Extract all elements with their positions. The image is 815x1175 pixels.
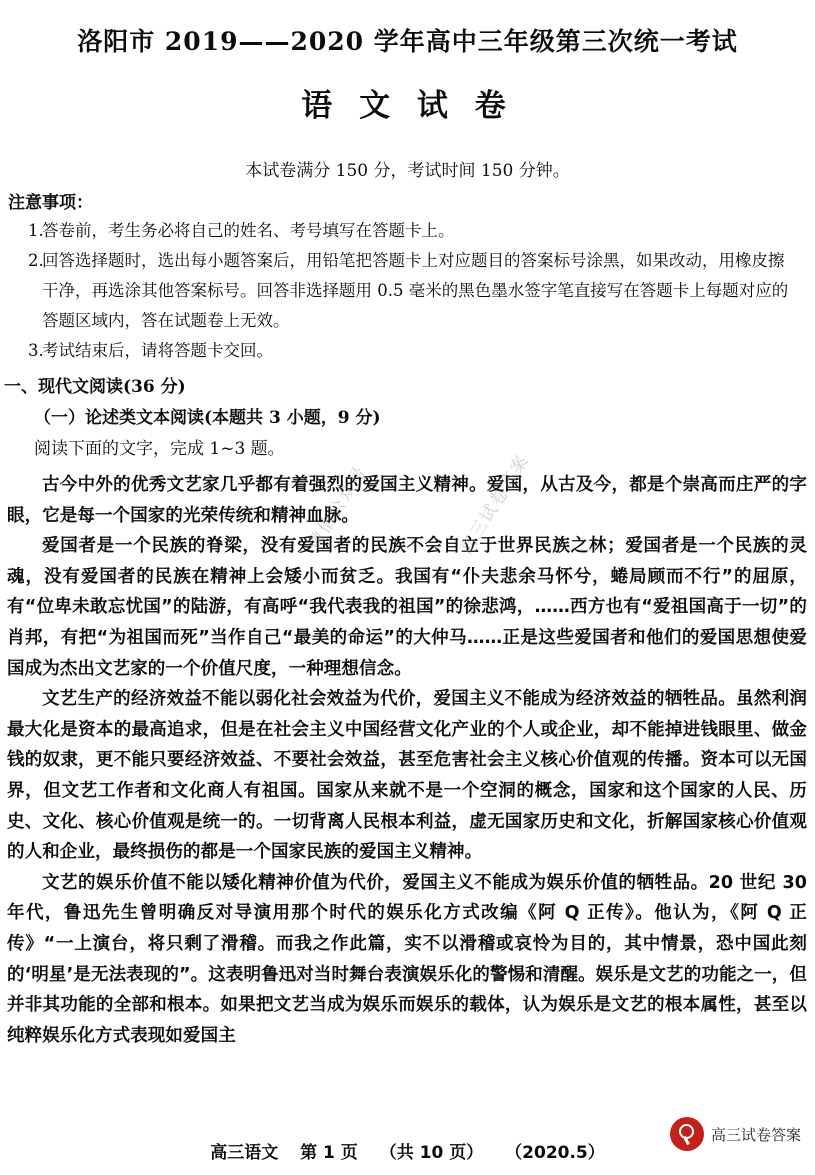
notice-item-text: 考试结束后，请将答题卡交回。 — [42, 341, 273, 360]
brand-logo-label: 高三试卷答案 — [710, 1125, 801, 1144]
footer-subject: 高三语文 — [210, 1143, 279, 1163]
passage-paragraph: 爱国者是一个民族的脊梁，没有爱国者的民族不会自立于世界民族之林；爱国者是一个民族的灵魂，没有爱国者的民族在精神上会矮小而贫乏。我国有“仆夫悲余马怀兮，蜷局顾而不行”的屈原，有“位卑未敢忘忧国”的陆游，有高呼“我代表我的祖国”的徐悲鸿，……西方也有“爱祖国高于一切”的肖邦，有把“为祖国而死”当作自己“最美的命运”的大仲马……正是这些爱国者和他们的爱国思想使爱国成为杰出文艺家的一个价值尺度，一种理想信念。 — [7, 536, 807, 679]
section-instruction: 阅读下面的文字，完成 1~3 题。 — [34, 439, 285, 459]
footer-total-pages: （共 10 页） — [379, 1143, 484, 1163]
subject-title: 语 文 试 卷 — [301, 88, 514, 124]
passage-paragraph: 文艺的娱乐价值不能以矮化精神价值为代价，爱国主义不能成为娱乐价值的牺牲品。20 世纪 30 年代，鲁迅先生曾明确反对导演用那个时代的娱乐化方式改编《阿 Q 正传》。他认为，《阿 Q 正传》“一上演台，将只剩了滑稽。而我之作此篇，实不以滑稽或哀怜为目的，其中情景，恐中国此刻的‘明星’是无法表现的”。这表明鲁迅对当时舞台表演娱乐化的警惕和清醒。娱乐是文艺的功能之一，但并非其功能的全部和根本。如果把文艺当成为娱乐而娱乐的载体，认为娱乐是文艺的根本属性，甚至以纯粹娱乐化方式表现如爱国主 — [7, 872, 807, 1046]
watermark-text: 微信公众号 — [304, 462, 372, 554]
notice-item-number: 2. — [28, 251, 44, 270]
list-item — [8, 336, 798, 366]
passage-paragraph: 古今中外的优秀文艺家几乎都有着强烈的爱国主义精神。爱国，从古及今，都是个崇高而庄严的字眼，它是每一个国家的光荣传统和精神血脉。 — [7, 475, 807, 526]
section-subheading: （一）论述类文本阅读(本题共 3 小题，9 分) — [34, 408, 381, 428]
notice-item-number: 3. — [28, 341, 44, 360]
footer-date: （2020.5） — [505, 1143, 605, 1163]
notice-list — [8, 216, 798, 366]
list-item — [8, 246, 798, 336]
footer-page-number: 第 1 页 — [300, 1143, 358, 1163]
notice-item-text: 答卷前，考生务必将自己的姓名、考号填写在答题卡上。 — [42, 221, 455, 240]
score-time-line: 本试卷满分 150 分，考试时间 150 分钟。 — [245, 161, 570, 181]
notice-heading: 注意事项： — [8, 193, 93, 213]
passage-paragraph: 文艺生产的经济效益不能以弱化社会效益为代价，爱国主义不能成为经济效益的牺牲品。虽然利润最大化是资本的最高追求，但是在社会主义中国经营文化产业的个人或企业，却不能掉进钱眼里、做金钱的奴隶，更不能只要经济效益、不要社会效益，甚至危害社会主义核心价值观的传播。资本可以无国界，但文艺工作者和文化商人有祖国。国家从来就不是一个空洞的概念，国家和这个国家的人民、历史、文化、核心价值观是统一的。一切背离人民根本利益，虚无国家历史和文化，折解国家核心价值观的人和企业，最终损伤的都是一个国家民族的爱国主义精神。 — [7, 689, 807, 863]
list-item — [8, 216, 798, 246]
notice-item-text: 回答选择题时，选出每小题答案后，用铅笔把答题卡上对应题目的答案标号涂黑，如果改动，用橡皮擦干净，再选涂其他答案标号。回答非选择题用 0.5 毫米的黑色墨水签字笔直接写在答题卡上每题对应的答题区域内，答在试题卷上无效。 — [42, 251, 789, 330]
notice-item-number: 1. — [28, 221, 44, 240]
section-heading: 一、现代文阅读(36 分) — [4, 377, 186, 397]
page-title: 洛阳市 2019——2020 学年高中三年级第三次统一考试 — [77, 27, 738, 56]
watermark-text: 高三试卷答案 — [456, 450, 534, 559]
passage-body — [7, 470, 807, 1051]
page-footer — [0, 1138, 815, 1163]
